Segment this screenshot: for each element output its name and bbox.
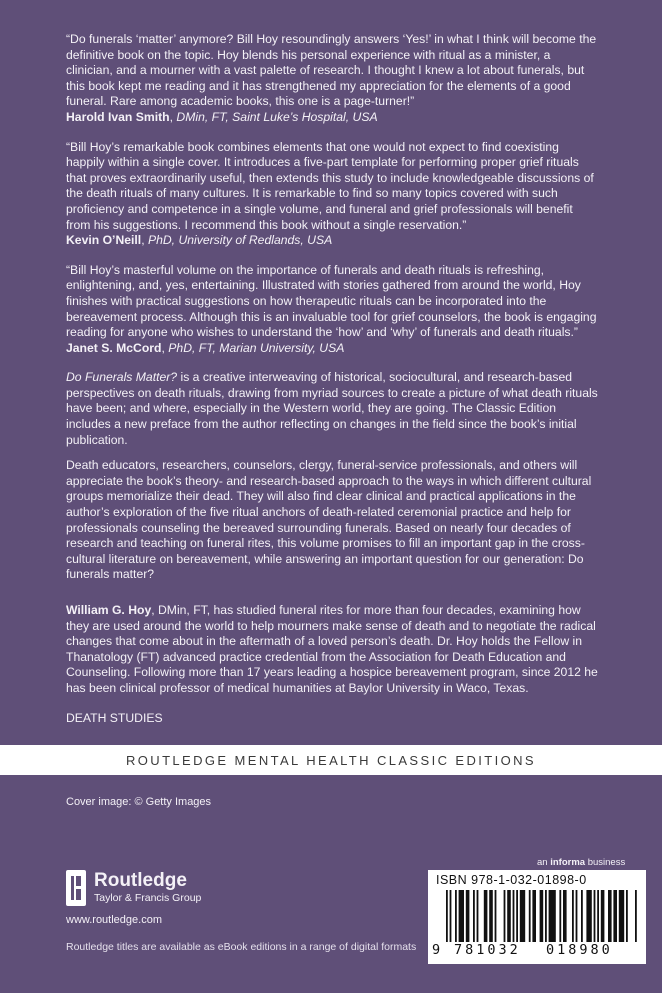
endorser-credentials: PhD, University of Redlands, USA xyxy=(147,233,333,248)
description-text: is a creative interweaving of historical, sociocultural, and research-based perspectives on death rituals, drawing from myriad sources to create a picture of what death rituals have been; and where, especially in the Western world, they are going. The Classic Edition includes a new preface from the author reflecting on changes in the field since the book’s initial publication. xyxy=(66,370,598,447)
description-paragraph-1 xyxy=(66,370,600,448)
barcode-bar xyxy=(466,890,470,942)
informa-brand: informa xyxy=(550,857,586,868)
endorsement-text: “Bill Hoy’s masterful volume on the importance of funerals and death rituals is refreshing, enlightening, and, yes, entertaining. Illustrated with stories gathered from around the world, Hoy finishes with practical suggestions on how therapeutic rituals can be incorporated into the bereavement process. Although this is an invaluable tool for grief counselors, the book is engaging reading for anyone who wishes to understand the ‘how’ and ‘why’ of funerals and death rituals.” xyxy=(66,262,597,340)
barcode-bar xyxy=(484,890,488,942)
barcode-digit-lead: 9 xyxy=(432,942,441,958)
barcode-bar xyxy=(513,890,515,942)
barcode-bar xyxy=(545,890,547,942)
endorsement-attribution: Harold Ivan Smith, DMin, FT, Saint Luke’s Hospital, USA xyxy=(66,109,378,124)
routledge-logo-icon xyxy=(66,870,86,906)
endorsement-3 xyxy=(66,263,600,357)
author-bio-text: , DMin, FT, has studied funeral rites for more than four decades, examining how they are used around the world to help mourners make sense of death and to negotiate the radical changes that come about in the aftermath of a loved person’s death. Dr. Hoy holds the Fellow in Thanatology (FT) advanced practice credential from the Association for Death Education and Counseling. Following more than 17 years leading a hospice bereavement program, since 2012 he has been clinical professor of medical humanities at Baylor University in Waco, Texas. xyxy=(66,603,598,695)
barcode-bar xyxy=(495,890,497,942)
publisher-brand: Routledge xyxy=(94,870,187,891)
barcode-bar xyxy=(504,890,506,942)
endorser-name: Kevin O’Neill xyxy=(66,233,142,248)
publisher-group: Taylor & Francis Group xyxy=(94,892,202,904)
series-band xyxy=(0,745,662,775)
endorsement-attribution: Kevin O’Neill, PhD, University of Redlands, USA xyxy=(66,233,333,248)
cover-image-credit: Cover image: © Getty Images xyxy=(66,796,212,808)
subject-category: DEATH STUDIES xyxy=(66,710,163,725)
barcode-bar xyxy=(608,890,612,942)
barcode-bar xyxy=(619,890,624,942)
barcode-bar xyxy=(559,890,561,942)
barcode-bar xyxy=(635,890,637,942)
barcode-bar xyxy=(473,890,475,942)
back-cover-text xyxy=(66,32,600,726)
informa-business-label: an informa business xyxy=(537,857,626,868)
barcode-bar xyxy=(446,890,448,942)
barcode-bar xyxy=(489,890,493,942)
barcode-digits-right: 018980 xyxy=(546,942,613,958)
barcode-bar xyxy=(613,890,617,942)
barcode-bar xyxy=(601,890,605,942)
barcode-bar xyxy=(586,890,591,942)
series-title: ROUTLEDGE MENTAL HEALTH CLASSIC EDITIONS xyxy=(126,752,536,768)
endorser-name: Harold Ivan Smith xyxy=(66,109,170,124)
publisher-logo xyxy=(66,870,201,906)
endorsement-text: “Do funerals ‘matter’ anymore? Bill Hoy resoundingly answers ‘Yes!’ in what I think will become the definitive book on the topic. Hoy blends his personal experience with ritual as a minister, a clinician, and a mourner with a vast palette of research. I thought I knew a lot about funerals, but this book kept me reading and it has strengthened my appreciation for the elements of a good funeral. Rare among academic books, this one is a page-turner!” xyxy=(66,32,597,109)
endorser-credentials: DMin, FT, Saint Luke’s Hospital, USA xyxy=(176,109,378,124)
endorsement-attribution: Janet S. McCord, PhD, FT, Marian University, USA xyxy=(66,340,345,355)
isbn-label: ISBN 978-1-032-01898-0 xyxy=(436,873,587,887)
barcode-bar xyxy=(549,890,556,942)
endorser-name: Janet S. McCord xyxy=(66,340,162,355)
barcode-bar xyxy=(576,890,578,942)
barcode-bar xyxy=(477,890,479,942)
barcode-bar xyxy=(516,890,518,942)
barcode-bar xyxy=(594,890,596,942)
description-paragraph-2: Death educators, researchers, counselors, clergy, funeral-service professionals, and others will appreciate the book’s theory- and research-based approach to the ways in which different cultural groups memorialize their dead. They will also find clear clinical and practical applications in the author’s exploration of the five ritual anchors of death-related ceremonial practice and help for professionals counseling the bereaved surrounding funerals. Based on nearly four decades of research and teaching on funeral rites, this volume promises to fill an important gap in the cross-cultural literature on bereavement, while answering an important question for our generation: Do funerals matter? xyxy=(66,458,592,582)
isbn-barcode-box xyxy=(428,870,646,964)
endorsement-1 xyxy=(66,32,600,126)
barcode-bar xyxy=(520,890,525,942)
endorser-credentials: PhD, FT, Marian University, USA xyxy=(168,340,345,355)
barcode-bar xyxy=(529,890,531,942)
publisher-website: www.routledge.com xyxy=(66,914,162,926)
barcode-bar xyxy=(455,890,457,942)
barcode-bar xyxy=(597,890,599,942)
author-bio xyxy=(66,603,600,697)
endorsement-text: “Bill Hoy’s remarkable book combines elements that one would not expect to find coexisting happily within a single cover. It introduces a five-part template for performing proper grief rituals that proves extraordinarily useful, then extends this study to include knowledgeable discussions of the death rituals of many cultures. It is remarkable to find so many topics covered with such proficiency and competence in a single volume, and funeral and grief professionals will benefit from his suggestions. I recommend this book without a single reservation.” xyxy=(66,139,594,232)
book-title: Do Funerals Matter? xyxy=(66,370,178,385)
barcode-bar xyxy=(581,890,583,942)
ebook-note: Routledge titles are available as eBook editions in a range of digital formats xyxy=(66,941,417,953)
barcode-bar xyxy=(563,890,567,942)
barcode-bar xyxy=(532,890,536,942)
barcode-bar xyxy=(507,890,511,942)
author-name: William G. Hoy xyxy=(66,603,152,617)
barcode-bar xyxy=(572,890,574,942)
barcode-bar xyxy=(459,890,464,942)
barcode-bar xyxy=(626,890,628,942)
barcode xyxy=(436,890,638,944)
barcode-digits-left: 781032 xyxy=(454,942,521,958)
endorsement-2 xyxy=(66,140,600,249)
barcode-bar xyxy=(450,890,452,942)
barcode-bar xyxy=(540,890,544,942)
